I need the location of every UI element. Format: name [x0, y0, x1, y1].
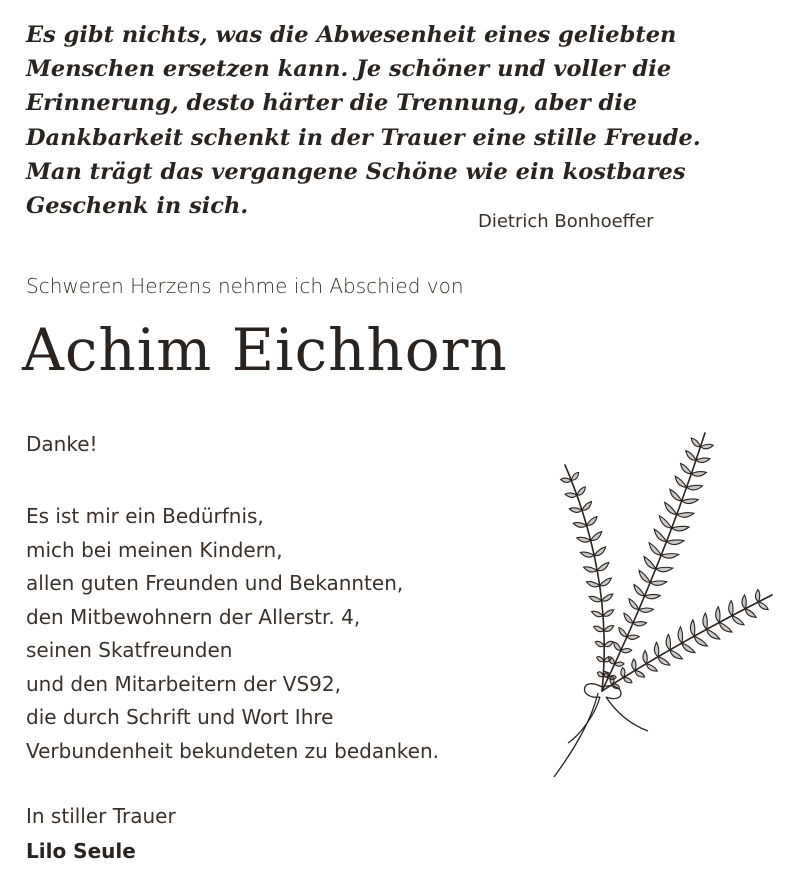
message-line: die durch Schrift und Wort Ihre	[26, 705, 334, 729]
fern-bouquet-icon	[540, 425, 785, 785]
fern-leaflet	[687, 485, 703, 490]
quote-line: Menschen ersetzen kann. Je schöner und voller die	[26, 56, 672, 83]
fern-leaflet	[595, 641, 604, 646]
fern-leaflet	[654, 529, 666, 542]
fern-leaflet	[644, 557, 656, 569]
fern-leaflet	[577, 487, 586, 495]
message-line: allen guten Freunden und Bekannten,	[26, 571, 404, 595]
thanks-heading: Danke!	[26, 432, 98, 456]
ribbon-bow	[554, 684, 648, 777]
fern-leaflet	[667, 540, 685, 545]
fern-leaflet	[573, 523, 586, 528]
fern-leaflet	[681, 463, 692, 473]
message-line: den Mitbewohnern der Allerstr. 4,	[26, 604, 361, 629]
message-line: Verbundenheit bekundeten zu bedanken.	[26, 738, 439, 763]
fern-leaflet	[561, 478, 572, 482]
fern-leaflet	[627, 635, 639, 639]
fern-leaflet	[635, 670, 645, 677]
quote-block	[26, 18, 746, 223]
fern-leaflet	[645, 594, 661, 598]
fern-leaflet	[649, 543, 661, 556]
fern-leaflet	[659, 516, 671, 528]
fern-leaflet	[610, 676, 614, 684]
quote-line: Erinnerung, desto härter die Trennung, aber die	[26, 90, 638, 117]
fern-leaflet	[604, 626, 614, 632]
fern-leaflet	[686, 451, 696, 461]
fern-leaflet	[577, 537, 591, 542]
message-line: Es ist mir ein Bedürfnis,	[26, 504, 264, 528]
fern-leaflet	[639, 570, 650, 582]
fern-leaflet	[719, 622, 732, 632]
fern-leaflet	[716, 607, 720, 623]
quote-author: Dietrich Bonhoeffer	[478, 211, 654, 232]
quote-line: Man trägt das vergangene Schöne wie ein kostbares	[26, 158, 686, 185]
fern-leaflet	[571, 473, 578, 481]
deceased-name: Achim Eichhorn	[22, 316, 508, 384]
fern-leaflet	[604, 641, 613, 646]
closing-phrase: In stiller Trauer	[26, 804, 176, 828]
fern-leaflet	[696, 458, 710, 463]
fern-leaflet	[580, 552, 594, 557]
quote-line: Dankbarkeit schenkt in der Trauer eine stille Freude.	[26, 124, 701, 151]
fern-leaflet	[565, 493, 577, 497]
fern-leaflet	[615, 662, 624, 666]
fern-fronds	[561, 433, 772, 691]
fern-leaflet	[624, 613, 633, 623]
fern-leaflet	[745, 609, 756, 618]
fern-leaflet	[658, 657, 670, 665]
thanks-message	[26, 500, 546, 768]
fern-leaflet	[629, 599, 639, 610]
fern-leaflet	[634, 585, 645, 596]
fern-leaflet	[666, 634, 670, 650]
fern-leaflet	[682, 643, 695, 653]
fern-leaflet	[707, 629, 720, 639]
message-line: seinen Skatfreunden	[26, 638, 233, 662]
fern-leaflet	[682, 499, 699, 504]
fern-leaflet	[592, 611, 604, 617]
fern-leaflet	[755, 590, 759, 602]
fern-leaflet	[675, 476, 687, 487]
fern-leaflet	[650, 581, 667, 585]
fern-leaflet	[759, 602, 769, 610]
fern-leaflet	[633, 622, 647, 626]
farewell-intro: Schweren Herzens nehme ich Abschied von	[26, 274, 464, 298]
fern-leaflet	[656, 567, 673, 572]
fern-leaflet	[670, 489, 682, 501]
signer-name: Lilo Seule	[26, 839, 136, 863]
fern-leaflet	[597, 672, 603, 677]
fern-leaflet	[619, 628, 627, 637]
fern-leaflet	[691, 438, 700, 447]
fern-leaflet	[614, 642, 621, 650]
fern-leaflet	[621, 668, 625, 678]
fern-leaflet	[624, 677, 632, 682]
fern-leaflet	[639, 608, 654, 612]
fern-leaflet	[703, 613, 707, 629]
fern-leaflet	[586, 582, 599, 587]
message-line: mich bei meinen Kindern,	[26, 537, 283, 562]
message-line: und den Mitarbeitern der VS92,	[26, 671, 341, 696]
fern-leaflet	[643, 651, 647, 664]
fern-leaflet	[600, 578, 612, 586]
fern-leaflet	[587, 517, 597, 526]
fern-leaflet	[594, 626, 604, 632]
fern-leaflet	[672, 526, 689, 531]
fern-leaflet	[654, 642, 658, 656]
quote-line: Es gibt nichts, was die Abwesenheit eines geliebten	[26, 22, 677, 48]
fern-leaflet	[647, 664, 658, 672]
quote-line: Geschenk in sich.	[26, 193, 249, 220]
fern-leaflet	[621, 649, 632, 653]
fern-leaflet	[729, 601, 733, 616]
fern-leaflet	[594, 547, 606, 556]
fern-leaflet	[597, 562, 609, 570]
fern-leaflet	[670, 650, 683, 659]
fern-leaflet	[694, 636, 707, 646]
fern-leaflet	[584, 567, 598, 572]
fern-leaflet	[582, 502, 592, 511]
fern-leaflet	[691, 472, 706, 477]
fern-leaflet	[591, 532, 602, 541]
fern-leaflet	[597, 657, 604, 662]
fern-leaflet	[632, 659, 636, 670]
fern-leaflet	[690, 620, 694, 636]
fern-leaflet	[677, 513, 694, 518]
fern-leaflet	[678, 627, 682, 643]
fern-leaflet	[661, 554, 678, 559]
fern-leaflet	[742, 595, 746, 609]
fern-leaflet	[589, 596, 602, 602]
fern-leaflet	[701, 444, 714, 449]
fern-leaflet	[569, 508, 582, 513]
fern-leaflet	[602, 594, 613, 601]
fern-leaflet	[665, 502, 677, 514]
fern-leaflet	[732, 616, 744, 625]
fern-leaflet	[603, 610, 614, 617]
